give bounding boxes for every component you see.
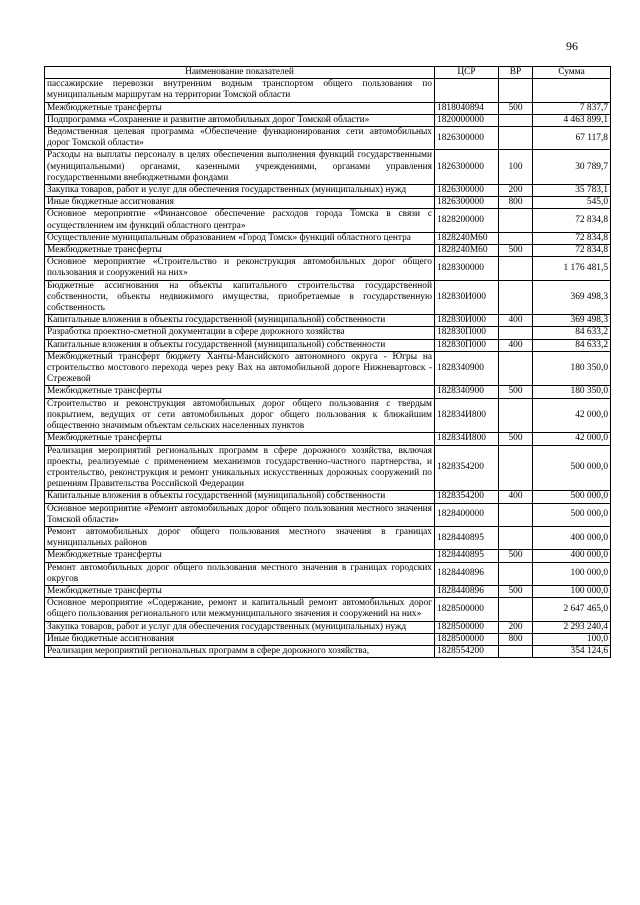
row-csr-cell: 1826300000 (435, 197, 499, 209)
row-vr-cell (499, 645, 533, 657)
row-vr-cell (499, 79, 533, 102)
row-sum-cell: 545,0 (533, 197, 611, 209)
table-body (45, 79, 611, 658)
table-row (45, 550, 611, 562)
table-row (45, 114, 611, 126)
table-row (45, 621, 611, 633)
row-csr-cell: 182834И800 (435, 398, 499, 433)
row-vr-cell: 800 (499, 197, 533, 209)
header-sum: Сумма (533, 67, 611, 79)
table-row (45, 645, 611, 657)
table-row (45, 150, 611, 185)
budget-table (44, 66, 611, 658)
row-sum-cell: 400 000,0 (533, 550, 611, 562)
row-name-cell: Основное мероприятие «Ремонт автомобильных дорог общего пользования местного значения Томской области» (45, 503, 435, 526)
row-sum-cell: 500 000,0 (533, 503, 611, 526)
row-csr-cell: 1828440896 (435, 562, 499, 585)
row-name-cell: Капитальные вложения в объекты государственной (муниципальной) собственности (45, 339, 435, 351)
row-vr-cell (499, 526, 533, 549)
header-vr: ВР (499, 67, 533, 79)
row-name-cell: Закупка товаров, работ и услуг для обеспечения государственных (муниципальных) нужд (45, 621, 435, 633)
row-csr-cell: 182830И000 (435, 280, 499, 315)
row-sum-cell: 100 000,0 (533, 562, 611, 585)
row-csr-cell (435, 79, 499, 102)
row-sum-cell: 42 000,0 (533, 398, 611, 433)
row-sum-cell: 100 000,0 (533, 585, 611, 597)
row-name-cell: Межбюджетные трансферты (45, 550, 435, 562)
table-row (45, 102, 611, 114)
row-vr-cell (499, 232, 533, 244)
row-sum-cell: 72 834,8 (533, 245, 611, 257)
table-header-row (45, 67, 611, 79)
row-sum-cell: 100,0 (533, 633, 611, 645)
row-name-cell: Основное мероприятие «Строительство и реконструкция автомобильных дорог общего пользования и сооружений на них» (45, 257, 435, 280)
row-name-cell: Закупка товаров, работ и услуг для обеспечения государственных (муниципальных) нужд (45, 185, 435, 197)
row-csr-cell: 1826300000 (435, 150, 499, 185)
row-name-cell: Иные бюджетные ассигнования (45, 633, 435, 645)
page-number: 96 (566, 39, 578, 53)
table-row (45, 503, 611, 526)
row-name-cell: Разработка проектно-сметной документации в сфере дорожного хозяйства (45, 327, 435, 339)
row-sum-cell: 72 834,8 (533, 209, 611, 232)
row-vr-cell (499, 127, 533, 150)
row-sum-cell: 369 498,3 (533, 280, 611, 315)
row-csr-cell: 1828300000 (435, 257, 499, 280)
row-csr-cell: 1828440895 (435, 550, 499, 562)
row-name-cell: Капитальные вложения в объекты государственной (муниципальной) собственности (45, 491, 435, 503)
table-row (45, 127, 611, 150)
row-vr-cell: 500 (499, 550, 533, 562)
row-csr-cell: 1828500000 (435, 621, 499, 633)
row-csr-cell: 1828554200 (435, 645, 499, 657)
row-csr-cell: 1828400000 (435, 503, 499, 526)
row-csr-cell: 1828340900 (435, 351, 499, 386)
table-row (45, 257, 611, 280)
row-sum-cell: 72 834,8 (533, 232, 611, 244)
row-name-cell: Межбюджетные трансферты (45, 386, 435, 398)
row-sum-cell: 180 350,0 (533, 351, 611, 386)
row-sum-cell: 500 000,0 (533, 491, 611, 503)
table-row (45, 585, 611, 597)
row-sum-cell: 67 117,8 (533, 127, 611, 150)
row-name-cell: Строительство и реконструкция автомобильных дорог общего пользования с твердым покрытием, ведущих от сети автомобильных дорог общего пользования к ближайшим общественно значимым объектам сельских населенных пунктов (45, 398, 435, 433)
row-name-cell: Основное мероприятие «Содержание, ремонт и капитальный ремонт автомобильных дорог общего пользования регионального или межмуниципального значения и сооружений на них» (45, 598, 435, 621)
row-name-cell: Бюджетные ассигнования на объекты капитального строительства государственной собственности, объекты недвижимого имущества, приобретаемые в государственную собственность (45, 280, 435, 315)
row-vr-cell: 500 (499, 245, 533, 257)
row-csr-cell: 1828440896 (435, 585, 499, 597)
row-name-cell: Иные бюджетные ассигнования (45, 197, 435, 209)
row-name-cell: пассажирские перевозки внутренним водным транспортом общего пользования по муниципальным маршрутам на территории Томской области (45, 79, 435, 102)
row-name-cell: Ведомственная целевая программа «Обеспечение функционирования сети автомобильных дорог Томской области» (45, 127, 435, 150)
row-sum-cell: 42 000,0 (533, 433, 611, 445)
row-name-cell: Осуществление муниципальным образованием «Город Томск» функций областного центра (45, 232, 435, 244)
row-vr-cell: 200 (499, 185, 533, 197)
row-name-cell: Межбюджетный трансферт бюджету Ханты-Мансийского автономного округа - Югры на строительство мостового перехода через реку Вах на автомобильной дороге Нижневартовск - Стрежевой (45, 351, 435, 386)
row-name-cell: Подпрограмма «Сохранение и развитие автомобильных дорог Томской области» (45, 114, 435, 126)
row-csr-cell: 1818040894 (435, 102, 499, 114)
row-csr-cell: 182830И000 (435, 315, 499, 327)
row-sum-cell: 4 463 899,1 (533, 114, 611, 126)
row-sum-cell: 84 633,2 (533, 327, 611, 339)
row-vr-cell (499, 257, 533, 280)
table-row (45, 197, 611, 209)
row-name-cell: Реализация мероприятий региональных программ в сфере дорожного хозяйства, (45, 645, 435, 657)
table-row (45, 280, 611, 315)
table-row (45, 185, 611, 197)
row-csr-cell: 1828440895 (435, 526, 499, 549)
table-row (45, 327, 611, 339)
row-vr-cell (499, 114, 533, 126)
row-csr-cell: 1828500000 (435, 598, 499, 621)
row-vr-cell: 400 (499, 491, 533, 503)
row-csr-cell: 1826300000 (435, 127, 499, 150)
table-row (45, 232, 611, 244)
row-vr-cell: 100 (499, 150, 533, 185)
row-sum-cell: 7 837,7 (533, 102, 611, 114)
row-csr-cell: 1828354200 (435, 445, 499, 491)
row-csr-cell: 182830П000 (435, 327, 499, 339)
table-row (45, 209, 611, 232)
header-csr: ЦСР (435, 67, 499, 79)
row-sum-cell: 180 350,0 (533, 386, 611, 398)
row-sum-cell: 400 000,0 (533, 526, 611, 549)
row-vr-cell (499, 209, 533, 232)
row-name-cell: Межбюджетные трансферты (45, 433, 435, 445)
row-vr-cell: 400 (499, 339, 533, 351)
table-row (45, 445, 611, 491)
table-row (45, 633, 611, 645)
table-row (45, 79, 611, 102)
row-sum-cell: 2 293 240,4 (533, 621, 611, 633)
row-vr-cell (499, 503, 533, 526)
row-sum-cell (533, 79, 611, 102)
row-csr-cell: 1828354200 (435, 491, 499, 503)
row-name-cell: Ремонт автомобильных дорог общего пользования местного значения в границах муниципальных районов (45, 526, 435, 549)
row-vr-cell (499, 598, 533, 621)
row-vr-cell (499, 562, 533, 585)
row-sum-cell: 35 783,1 (533, 185, 611, 197)
row-vr-cell: 500 (499, 102, 533, 114)
row-name-cell: Капитальные вложения в объекты государственной (муниципальной) собственности (45, 315, 435, 327)
table-row (45, 339, 611, 351)
row-csr-cell: 1828200000 (435, 209, 499, 232)
row-vr-cell: 500 (499, 433, 533, 445)
table-row (45, 351, 611, 386)
row-csr-cell: 1828340900 (435, 386, 499, 398)
row-csr-cell: 1828240М60 (435, 232, 499, 244)
row-vr-cell: 500 (499, 585, 533, 597)
table-row (45, 491, 611, 503)
table-row (45, 398, 611, 433)
table-row (45, 245, 611, 257)
row-sum-cell: 1 176 481,5 (533, 257, 611, 280)
row-vr-cell (499, 398, 533, 433)
table-row (45, 386, 611, 398)
row-csr-cell: 1820000000 (435, 114, 499, 126)
table-row (45, 526, 611, 549)
row-name-cell: Межбюджетные трансферты (45, 102, 435, 114)
row-csr-cell: 182830П000 (435, 339, 499, 351)
row-csr-cell: 1828240М60 (435, 245, 499, 257)
row-name-cell: Межбюджетные трансферты (45, 585, 435, 597)
row-name-cell: Межбюджетные трансферты (45, 245, 435, 257)
row-vr-cell (499, 445, 533, 491)
row-sum-cell: 30 789,7 (533, 150, 611, 185)
row-sum-cell: 369 498,3 (533, 315, 611, 327)
header-name: Наименование показателей (45, 67, 435, 79)
row-sum-cell: 84 633,2 (533, 339, 611, 351)
row-vr-cell: 800 (499, 633, 533, 645)
row-name-cell: Основное мероприятие «Финансовое обеспечение расходов города Томска в связи с осуществлением им функций областного центра» (45, 209, 435, 232)
row-csr-cell: 182834И800 (435, 433, 499, 445)
table-row (45, 315, 611, 327)
row-vr-cell: 500 (499, 386, 533, 398)
table-row (45, 433, 611, 445)
row-vr-cell (499, 327, 533, 339)
row-name-cell: Расходы на выплаты персоналу в целях обеспечения выполнения функций государственными (муниципальными) органами, казенными учреждениями, органами управления государственными внебюджетными фондами (45, 150, 435, 185)
row-csr-cell: 1828500000 (435, 633, 499, 645)
row-sum-cell: 2 647 465,0 (533, 598, 611, 621)
row-sum-cell: 354 124,6 (533, 645, 611, 657)
row-vr-cell: 400 (499, 315, 533, 327)
row-name-cell: Реализация мероприятий региональных программ в сфере дорожного хозяйства, включая проекты, реализуемые с применением механизмов государственно-частного партнерства, и строительство, реконструкция и ремонт уникальных искусственных дорожных сооружений по решениям Правительства Российской Федерации (45, 445, 435, 491)
row-name-cell: Ремонт автомобильных дорог общего пользования местного значения в границах городских округов (45, 562, 435, 585)
row-vr-cell (499, 280, 533, 315)
table-row (45, 598, 611, 621)
row-vr-cell (499, 351, 533, 386)
row-sum-cell: 500 000,0 (533, 445, 611, 491)
row-csr-cell: 1826300000 (435, 185, 499, 197)
row-vr-cell: 200 (499, 621, 533, 633)
table-row (45, 562, 611, 585)
